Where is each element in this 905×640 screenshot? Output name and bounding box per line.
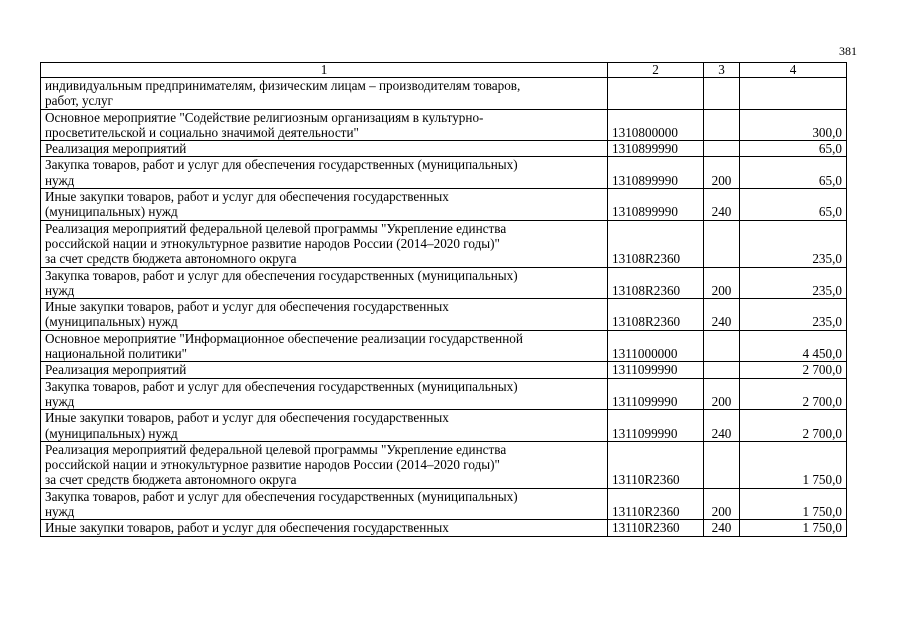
table-row: [41, 78, 847, 110]
cell-type: 200: [704, 267, 740, 299]
cell-amount: 65,0: [740, 189, 847, 221]
cell-name: Основное мероприятие "Содействие религиозным организациям в культурно- просветительской и социально значимой деятельности": [41, 109, 608, 141]
cell-code: 1311000000: [608, 330, 704, 362]
cell-name: Реализация мероприятий: [41, 362, 608, 378]
cell-amount: 1 750,0: [740, 520, 847, 536]
cell-amount: 235,0: [740, 299, 847, 331]
cell-name: Иные закупки товаров, работ и услуг для обеспечения государственных: [41, 520, 608, 536]
table-row: [41, 441, 847, 488]
table-body: [41, 78, 847, 537]
budget-table: [40, 62, 847, 537]
cell-code: 1310899990: [608, 189, 704, 221]
cell-type: 240: [704, 189, 740, 221]
cell-amount: 4 450,0: [740, 330, 847, 362]
table-row: [41, 299, 847, 331]
cell-code: 1310899990: [608, 141, 704, 157]
cell-name: Иные закупки товаров, работ и услуг для обеспечения государственных (муниципальных) нужд: [41, 299, 608, 331]
table-row: [41, 330, 847, 362]
cell-code: 1310800000: [608, 109, 704, 141]
cell-type: 240: [704, 410, 740, 442]
cell-name: Закупка товаров, работ и услуг для обеспечения государственных (муниципальных) нужд: [41, 488, 608, 520]
cell-amount: 2 700,0: [740, 362, 847, 378]
cell-type: 240: [704, 520, 740, 536]
cell-type: [704, 441, 740, 488]
cell-amount: [740, 78, 847, 110]
cell-name: Реализация мероприятий федеральной целевой программы "Укрепление единства российской нации и этнокультурное развитие народов России (2014–2020 годы)" за счет средств бюджета автономного округа: [41, 220, 608, 267]
cell-code: 13110R2360: [608, 520, 704, 536]
table-row: [41, 141, 847, 157]
table-row: [41, 362, 847, 378]
cell-amount: 1 750,0: [740, 488, 847, 520]
table-row: [41, 410, 847, 442]
cell-amount: 2 700,0: [740, 410, 847, 442]
cell-code: 13110R2360: [608, 488, 704, 520]
cell-type: [704, 109, 740, 141]
cell-amount: 1 750,0: [740, 441, 847, 488]
table-row: [41, 157, 847, 189]
cell-type: 200: [704, 157, 740, 189]
table-row: [41, 220, 847, 267]
cell-type: [704, 78, 740, 110]
cell-name: Закупка товаров, работ и услуг для обеспечения государственных (муниципальных) нужд: [41, 267, 608, 299]
cell-amount: 2 700,0: [740, 378, 847, 410]
cell-name: Реализация мероприятий федеральной целевой программы "Укрепление единства российской нации и этнокультурное развитие народов России (2014–2020 годы)" за счет средств бюджета автономного округа: [41, 441, 608, 488]
table-row: [41, 189, 847, 221]
table-header-row: [41, 63, 847, 78]
cell-code: 13108R2360: [608, 220, 704, 267]
cell-name: индивидуальным предпринимателям, физическим лицам – производителям товаров, работ, услуг: [41, 78, 608, 110]
cell-code: 1311099990: [608, 362, 704, 378]
column-header-name: 1: [41, 63, 608, 78]
cell-amount: 65,0: [740, 141, 847, 157]
cell-code: 1311099990: [608, 410, 704, 442]
cell-name: Иные закупки товаров, работ и услуг для обеспечения государственных (муниципальных) нужд: [41, 410, 608, 442]
cell-code: 1310899990: [608, 157, 704, 189]
cell-name: Закупка товаров, работ и услуг для обеспечения государственных (муниципальных) нужд: [41, 378, 608, 410]
cell-name: Реализация мероприятий: [41, 141, 608, 157]
cell-amount: 235,0: [740, 220, 847, 267]
cell-name: Иные закупки товаров, работ и услуг для обеспечения государственных (муниципальных) нужд: [41, 189, 608, 221]
cell-type: [704, 141, 740, 157]
cell-code: [608, 78, 704, 110]
table-row: [41, 488, 847, 520]
cell-type: [704, 330, 740, 362]
cell-name: Закупка товаров, работ и услуг для обеспечения государственных (муниципальных) нужд: [41, 157, 608, 189]
cell-code: 13108R2360: [608, 267, 704, 299]
table-row: [41, 378, 847, 410]
cell-type: [704, 220, 740, 267]
table-row: [41, 267, 847, 299]
cell-name: Основное мероприятие "Информационное обеспечение реализации государственной национальной политики": [41, 330, 608, 362]
cell-code: 13110R2360: [608, 441, 704, 488]
cell-amount: 300,0: [740, 109, 847, 141]
table-row: [41, 109, 847, 141]
cell-type: 240: [704, 299, 740, 331]
column-header-type: 3: [704, 63, 740, 78]
column-header-amount: 4: [740, 63, 847, 78]
cell-amount: 65,0: [740, 157, 847, 189]
cell-code: 1311099990: [608, 378, 704, 410]
cell-type: 200: [704, 488, 740, 520]
column-header-code: 2: [608, 63, 704, 78]
page-number: 381: [839, 44, 857, 58]
cell-type: [704, 362, 740, 378]
table-row: [41, 520, 847, 536]
cell-amount: 235,0: [740, 267, 847, 299]
cell-type: 200: [704, 378, 740, 410]
cell-code: 13108R2360: [608, 299, 704, 331]
